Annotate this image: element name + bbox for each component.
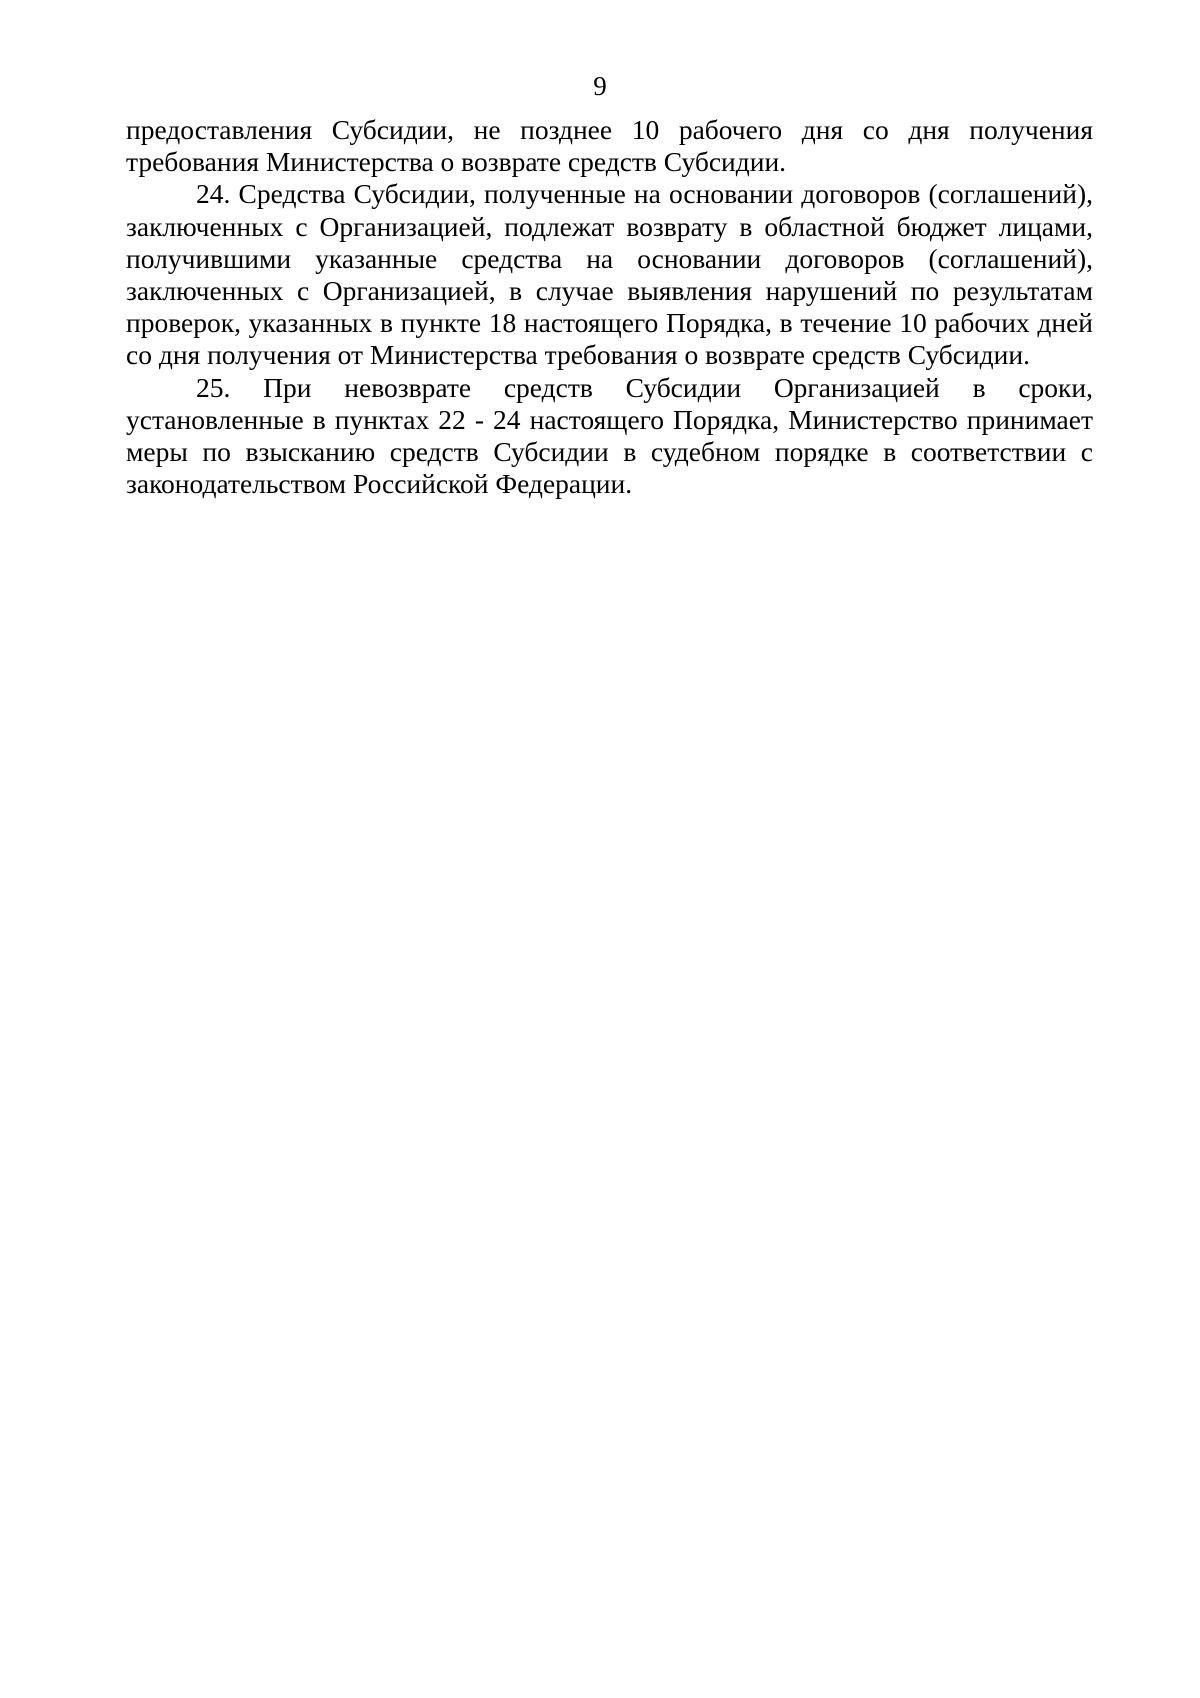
paragraph-continuation: предоставления Субсидии, не позднее 10 рабочего дня со дня получения требования Министерства о возврате средств Субсидии.: [126, 114, 1093, 178]
document-body: [126, 114, 1093, 500]
page-number: 9: [593, 71, 607, 101]
paragraph-24: 24. Средства Субсидии, полученные на основании договоров (соглашений), заключенных с Организацией, подлежат возврату в областной бюджет лицами, получившими указанные средства на основании договоров (соглашений), заключенных с Организацией, в случае выявления нарушений по результатам проверок, указанных в пункте 18 настоящего Порядка, в течение 10 рабочих дней со дня получения от Министерства требования о возврате средств Субсидии.: [126, 178, 1093, 371]
paragraph-25: 25. При невозврате средств Субсидии Организацией в сроки, установленные в пунктах 22 - 24 настоящего Порядка, Министерство принимает меры по взысканию средств Субсидии в судебном порядке в соответствии с законодательством Российской Федерации.: [126, 371, 1093, 500]
